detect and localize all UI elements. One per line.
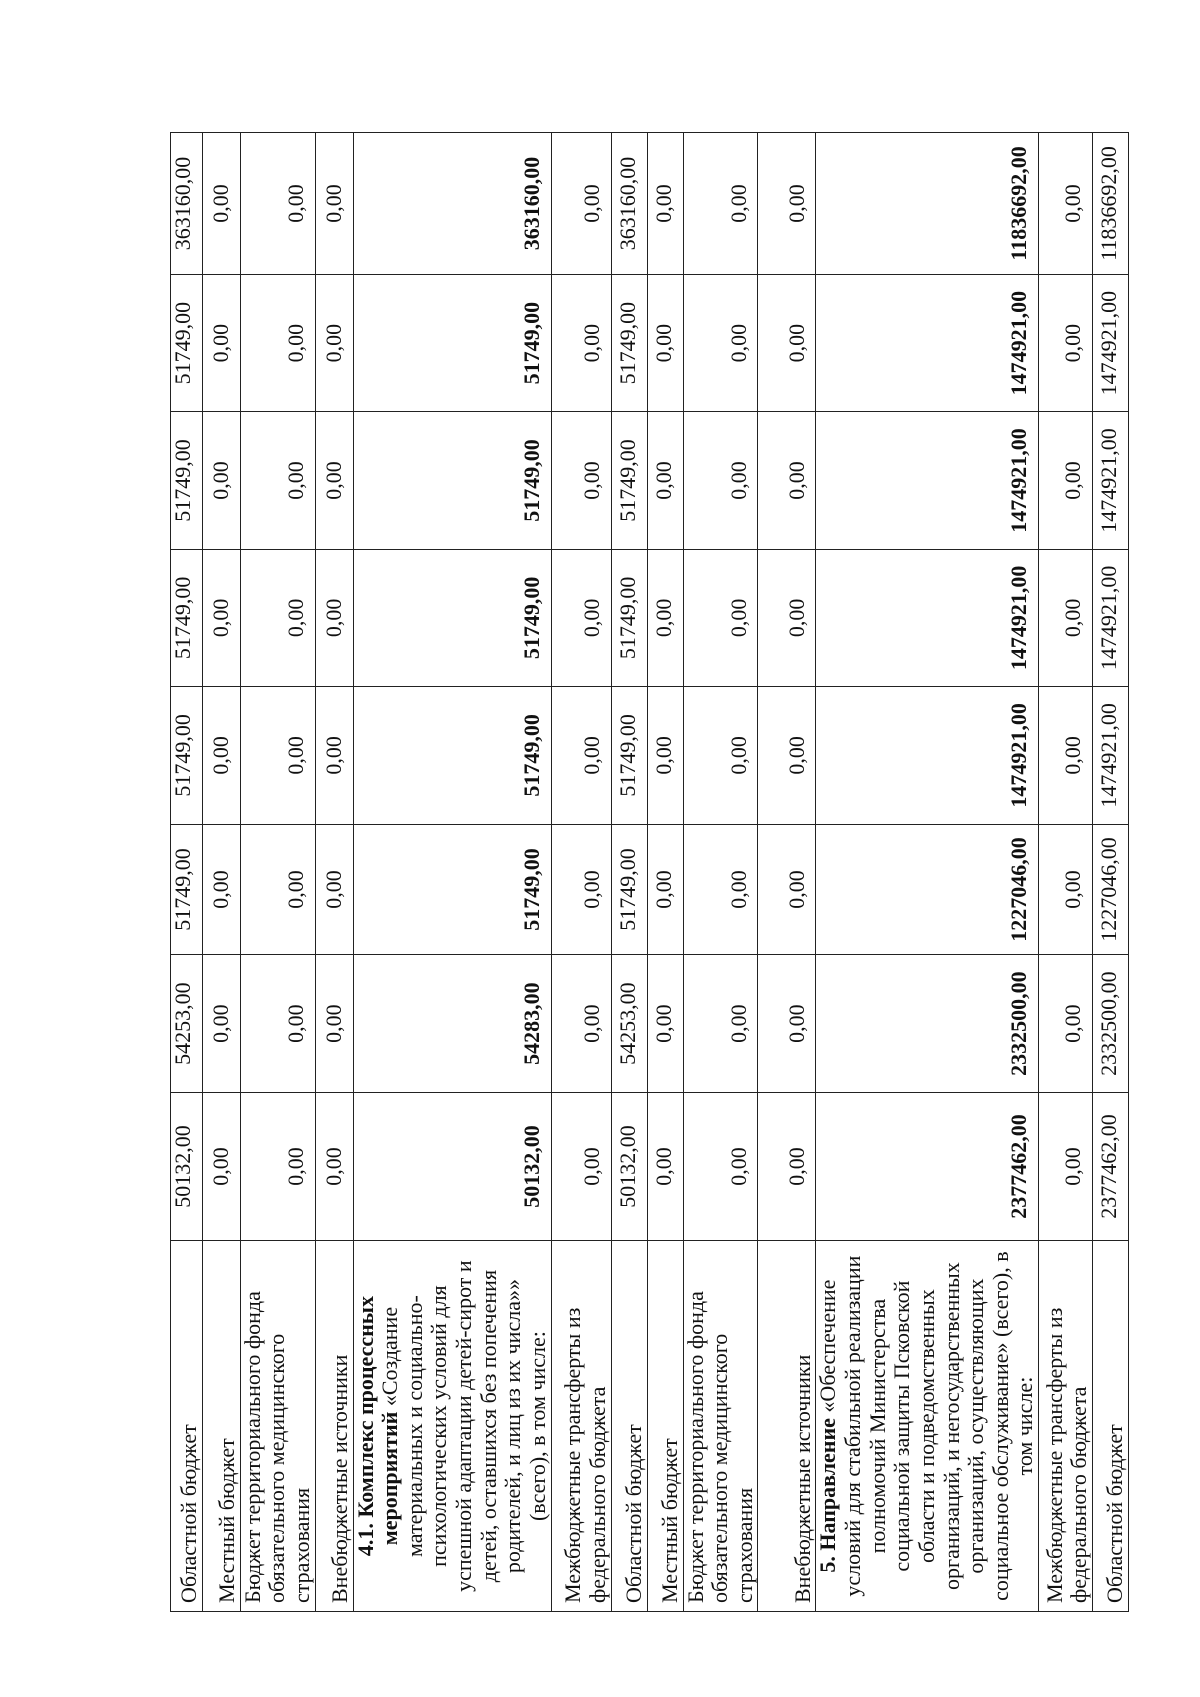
- value-cell: 2377462,00: [1093, 1092, 1129, 1240]
- value-cell: 0,00: [1039, 1092, 1093, 1240]
- value-cell: 0,00: [683, 824, 758, 955]
- value-cell: 0,00: [202, 824, 240, 955]
- value-cell: 0,00: [683, 412, 758, 549]
- value-cell: 363160,00: [171, 133, 203, 275]
- value-cell: 1227046,00: [1093, 824, 1129, 955]
- value-cell: 0,00: [683, 274, 758, 411]
- value-cell: 0,00: [758, 549, 816, 686]
- value-cell: 1474921,00: [816, 687, 1039, 824]
- value-cell: 0,00: [240, 412, 315, 549]
- value-cell: 1474921,00: [1093, 274, 1129, 411]
- value-cell: 50132,00: [611, 1092, 647, 1240]
- value-cell: 54253,00: [171, 955, 203, 1092]
- value-cell: 0,00: [1039, 955, 1093, 1092]
- value-cell: 0,00: [551, 412, 611, 549]
- table-row: [171, 133, 203, 1612]
- value-cell: 0,00: [315, 687, 353, 824]
- value-cell: 0,00: [758, 1092, 816, 1240]
- value-cell: 1474921,00: [816, 549, 1039, 686]
- value-cell: 0,00: [240, 1092, 315, 1240]
- budget-table: [170, 132, 1129, 1612]
- table-row: [315, 133, 353, 1612]
- value-cell: 1474921,00: [1093, 687, 1129, 824]
- row-label: [353, 1241, 551, 1612]
- value-cell: 51749,00: [611, 824, 647, 955]
- value-cell: 51749,00: [353, 274, 551, 411]
- value-cell: 0,00: [202, 1092, 240, 1240]
- row-label: [315, 1241, 353, 1612]
- table-row: [202, 133, 240, 1612]
- row-label-text: Областной бюджет: [1102, 1424, 1128, 1603]
- value-cell: 0,00: [240, 687, 315, 824]
- value-cell: 0,00: [240, 955, 315, 1092]
- value-cell: 2332500,00: [1093, 955, 1129, 1092]
- row-label-text: Бюджет территориального фонда обязательного медицинского страхования: [682, 1291, 757, 1603]
- value-cell: 0,00: [202, 549, 240, 686]
- row-label: [683, 1241, 758, 1612]
- value-cell: 0,00: [683, 687, 758, 824]
- value-cell: 0,00: [758, 412, 816, 549]
- row-label: [551, 1241, 611, 1612]
- value-cell: 51749,00: [353, 412, 551, 549]
- value-cell: 0,00: [1039, 412, 1093, 549]
- row-label-text: Межбюджетные трансферты из федерального бюджета: [1041, 1307, 1092, 1603]
- value-cell: 0,00: [202, 955, 240, 1092]
- value-cell: 54283,00: [353, 955, 551, 1092]
- value-cell: 51749,00: [171, 274, 203, 411]
- value-cell: 0,00: [315, 274, 353, 411]
- value-cell: 0,00: [551, 824, 611, 955]
- value-cell: 363160,00: [611, 133, 647, 275]
- value-cell: 0,00: [202, 133, 240, 275]
- row-label-heading: 5. Направление: [815, 1418, 841, 1573]
- value-cell: 1474921,00: [816, 274, 1039, 411]
- value-cell: 1474921,00: [1093, 549, 1129, 686]
- value-cell: 0,00: [647, 274, 683, 411]
- value-cell: 0,00: [315, 955, 353, 1092]
- value-cell: 0,00: [758, 824, 816, 955]
- value-cell: 51749,00: [171, 549, 203, 686]
- value-cell: 0,00: [240, 274, 315, 411]
- table-row: [758, 133, 816, 1612]
- value-cell: 0,00: [758, 133, 816, 275]
- row-label-text: Бюджет территориального фонда обязательного медицинского страхования: [239, 1291, 314, 1603]
- value-cell: 0,00: [315, 824, 353, 955]
- value-cell: 0,00: [1039, 824, 1093, 955]
- value-cell: 0,00: [1039, 549, 1093, 686]
- value-cell: 0,00: [240, 133, 315, 275]
- value-cell: 0,00: [647, 412, 683, 549]
- value-cell: 0,00: [758, 955, 816, 1092]
- row-label: [202, 1241, 240, 1612]
- row-label-text: Внебюджетные источники: [789, 1354, 815, 1603]
- value-cell: 0,00: [240, 549, 315, 686]
- table-row: [551, 133, 611, 1612]
- row-label: [647, 1241, 683, 1612]
- value-cell: 0,00: [551, 1092, 611, 1240]
- value-cell: 0,00: [683, 133, 758, 275]
- value-cell: 0,00: [683, 955, 758, 1092]
- table-row: [611, 133, 647, 1612]
- row-label-text: Местный бюджет: [656, 1438, 682, 1603]
- value-cell: 0,00: [202, 412, 240, 549]
- row-label-text: Местный бюджет: [214, 1438, 239, 1603]
- value-cell: 0,00: [647, 687, 683, 824]
- value-cell: 1474921,00: [1093, 412, 1129, 549]
- value-cell: 363160,00: [353, 133, 551, 275]
- value-cell: 0,00: [202, 274, 240, 411]
- value-cell: 0,00: [551, 133, 611, 275]
- value-cell: 51749,00: [611, 412, 647, 549]
- value-cell: 50132,00: [171, 1092, 203, 1240]
- row-label-text: Областной бюджет: [620, 1424, 646, 1603]
- value-cell: 0,00: [647, 133, 683, 275]
- row-label-text: «Обеспечение условий для стабильной реализации полномочий Министерства социальной защиты Псковской области и подведомственных организаций, и негосударственных организаций, осуществляющих социальное обслуживание» (всего), в том числе:: [815, 1251, 1038, 1601]
- value-cell: 0,00: [758, 687, 816, 824]
- value-cell: 51749,00: [353, 687, 551, 824]
- value-cell: 11836692,00: [1093, 133, 1129, 275]
- table-row: [647, 133, 683, 1612]
- value-cell: 0,00: [647, 1092, 683, 1240]
- value-cell: 51749,00: [611, 274, 647, 411]
- row-label: [1093, 1241, 1129, 1612]
- value-cell: 1227046,00: [816, 824, 1039, 955]
- value-cell: 0,00: [647, 549, 683, 686]
- row-label-text: Внебюджетные источники: [326, 1354, 352, 1603]
- value-cell: 0,00: [683, 1092, 758, 1240]
- value-cell: 51749,00: [611, 549, 647, 686]
- row-label: [816, 1241, 1039, 1612]
- row-label: [758, 1241, 816, 1612]
- value-cell: 11836692,00: [816, 133, 1039, 275]
- value-cell: 51749,00: [171, 824, 203, 955]
- row-label-text: «Создание материальных и социально-психологических условий для успешной адаптации детей-сирот и детей, оставшихся без попечения родителей, и лиц из их числа»» (всего), в том числе:: [377, 1260, 550, 1592]
- value-cell: 0,00: [551, 687, 611, 824]
- row-label-text: Межбюджетные трансферты из федерального бюджета: [560, 1307, 610, 1603]
- value-cell: 2377462,00: [816, 1092, 1039, 1240]
- value-cell: 2332500,00: [816, 955, 1039, 1092]
- value-cell: 0,00: [647, 824, 683, 955]
- value-cell: 0,00: [315, 133, 353, 275]
- value-cell: 0,00: [758, 274, 816, 411]
- value-cell: 50132,00: [353, 1092, 551, 1240]
- table-row: [683, 133, 758, 1612]
- value-cell: 51749,00: [611, 687, 647, 824]
- table-row: [240, 133, 315, 1612]
- value-cell: 0,00: [1039, 133, 1093, 275]
- row-label: [240, 1241, 315, 1612]
- value-cell: 0,00: [315, 549, 353, 686]
- value-cell: 51749,00: [353, 824, 551, 955]
- value-cell: 0,00: [551, 955, 611, 1092]
- value-cell: 0,00: [315, 1092, 353, 1240]
- row-label: [611, 1241, 647, 1612]
- value-cell: 51749,00: [171, 687, 203, 824]
- row-label-text: Областной бюджет: [176, 1424, 201, 1603]
- value-cell: 0,00: [240, 824, 315, 955]
- row-label-heading: 4.1. Комплекс процессных мероприятий: [352, 1296, 403, 1557]
- value-cell: 0,00: [202, 687, 240, 824]
- table-row: [353, 133, 551, 1612]
- table-row: [1039, 133, 1093, 1612]
- row-label: [1039, 1241, 1093, 1612]
- row-label: [171, 1241, 203, 1612]
- value-cell: 54253,00: [611, 955, 647, 1092]
- value-cell: 0,00: [683, 549, 758, 686]
- value-cell: 0,00: [1039, 687, 1093, 824]
- value-cell: 0,00: [315, 412, 353, 549]
- value-cell: 0,00: [1039, 274, 1093, 411]
- table-row: [816, 133, 1039, 1612]
- value-cell: 51749,00: [171, 412, 203, 549]
- value-cell: 0,00: [551, 549, 611, 686]
- value-cell: 1474921,00: [816, 412, 1039, 549]
- value-cell: 51749,00: [353, 549, 551, 686]
- table-row: [1093, 133, 1129, 1612]
- value-cell: 0,00: [551, 274, 611, 411]
- value-cell: 0,00: [647, 955, 683, 1092]
